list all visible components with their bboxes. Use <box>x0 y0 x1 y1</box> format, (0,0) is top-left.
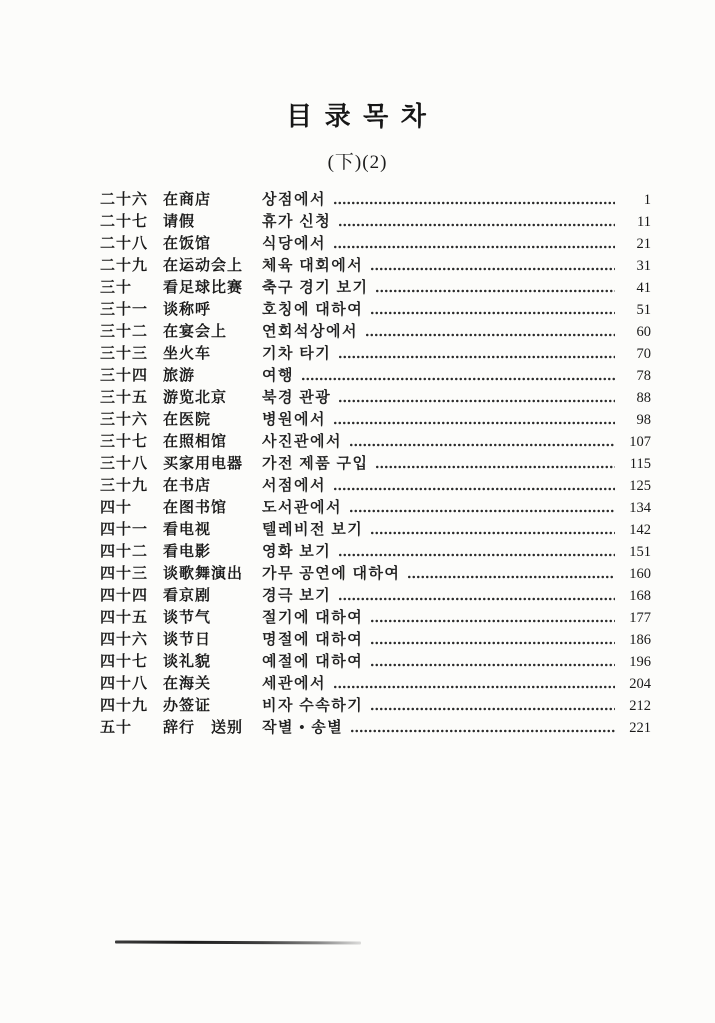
toc-row <box>100 321 651 343</box>
lesson-title-chinese: 谈节气 <box>163 610 212 626</box>
dot-leader <box>370 651 615 673</box>
page-number: 125 <box>629 478 651 494</box>
toc-row <box>100 695 651 717</box>
lesson-number: 四十三 <box>100 566 149 582</box>
toc-row <box>100 717 651 739</box>
lesson-title-chinese: 谈歌舞演出 <box>163 566 244 582</box>
dot-leader <box>333 189 615 211</box>
toc-row <box>100 497 651 519</box>
lesson-title-korean: 사진관에서 <box>262 434 342 450</box>
lesson-number: 三十五 <box>100 390 149 406</box>
lesson-title-korean: 연회석상에서 <box>262 324 358 340</box>
page-number: 115 <box>629 456 651 472</box>
lesson-number: 三十二 <box>100 324 149 340</box>
page-title: 目 录 목 차 <box>286 102 429 131</box>
lesson-title-korean: 작별 • 송별 <box>262 720 344 736</box>
lesson-title-korean: 호칭에 대하여 <box>262 302 364 318</box>
dot-leader <box>333 475 615 497</box>
page-number: 134 <box>629 500 651 516</box>
page-number: 177 <box>629 610 651 626</box>
lesson-title-korean: 예절에 대하여 <box>262 654 364 670</box>
scan-artifact-line <box>115 940 361 944</box>
lesson-title-chinese: 在书店 <box>163 478 212 494</box>
lesson-title-chinese: 旅游 <box>163 368 196 384</box>
page-number: 212 <box>629 698 651 714</box>
toc-row <box>100 299 651 321</box>
lesson-title-korean: 병원에서 <box>262 412 326 428</box>
lesson-number: 三十六 <box>100 412 149 428</box>
dot-leader <box>365 321 615 343</box>
toc-row <box>100 277 651 299</box>
lesson-number: 二十六 <box>100 192 149 208</box>
toc-row <box>100 629 651 651</box>
dot-leader <box>375 453 615 475</box>
lesson-title-chinese: 请假 <box>163 214 196 230</box>
page-number: 142 <box>629 522 651 538</box>
lesson-number: 三十一 <box>100 302 149 318</box>
lesson-title-chinese: 在医院 <box>163 412 212 428</box>
lesson-number: 四十一 <box>100 522 149 538</box>
lesson-number: 四十八 <box>100 676 149 692</box>
dot-leader <box>350 717 615 739</box>
toc-row <box>100 519 651 541</box>
toc-row <box>100 475 651 497</box>
lesson-number: 三十八 <box>100 456 149 472</box>
page-number: 98 <box>636 412 651 428</box>
lesson-title-korean: 가무 공연에 대하여 <box>262 566 401 582</box>
page-number: 70 <box>636 346 651 362</box>
lesson-title-korean: 기차 타기 <box>262 346 332 362</box>
lesson-title-chinese: 在照相馆 <box>163 434 228 450</box>
page-number: 107 <box>629 434 651 450</box>
lesson-number: 三十四 <box>100 368 149 384</box>
lesson-title-korean: 경극 보기 <box>262 588 332 604</box>
lesson-title-chinese: 辞行 送别 <box>163 720 244 736</box>
dot-leader <box>370 255 615 277</box>
page-number: 41 <box>636 280 651 296</box>
page-number: 196 <box>629 654 651 670</box>
dot-leader <box>349 497 615 519</box>
lesson-title-korean: 세관에서 <box>262 676 326 692</box>
lesson-title-korean: 텔레비전 보기 <box>262 522 364 538</box>
page-number: 168 <box>629 588 651 604</box>
lesson-number: 二十八 <box>100 236 149 252</box>
lesson-number: 五十 <box>100 720 133 736</box>
lesson-title-korean: 절기에 대하여 <box>262 610 364 626</box>
lesson-title-chinese: 谈节日 <box>163 632 212 648</box>
lesson-number: 四十四 <box>100 588 149 604</box>
toc-row <box>100 211 651 233</box>
toc-row <box>100 431 651 453</box>
lesson-number: 四十七 <box>100 654 149 670</box>
lesson-number: 四十 <box>100 500 133 516</box>
page-number: 1 <box>643 192 651 208</box>
lesson-number: 四十二 <box>100 544 149 560</box>
lesson-title-korean: 비자 수속하기 <box>262 698 364 714</box>
lesson-title-korean: 체육 대회에서 <box>262 258 364 274</box>
page-number: 11 <box>637 214 651 230</box>
dot-leader <box>338 585 615 607</box>
lesson-number: 三十七 <box>100 434 149 450</box>
lesson-title-chinese: 在图书馆 <box>163 500 228 516</box>
page-number: 88 <box>636 390 651 406</box>
page-number: 204 <box>629 676 651 692</box>
lesson-title-korean: 가전 제품 구입 <box>262 456 369 472</box>
toc-row <box>100 541 651 563</box>
toc-row <box>100 409 651 431</box>
dot-leader <box>370 607 615 629</box>
toc-row <box>100 673 651 695</box>
toc-row <box>100 387 651 409</box>
dot-leader <box>370 519 615 541</box>
lesson-title-korean: 축구 경기 보기 <box>262 280 369 296</box>
lesson-title-chinese: 看电影 <box>163 544 212 560</box>
lesson-title-chinese: 在宴会上 <box>163 324 228 340</box>
page-number: 186 <box>629 632 651 648</box>
toc-row <box>100 585 651 607</box>
page-number: 78 <box>636 368 651 384</box>
lesson-number: 四十五 <box>100 610 149 626</box>
lesson-title-chinese: 买家用电器 <box>163 456 244 472</box>
page-number: 221 <box>629 720 651 736</box>
lesson-title-chinese: 看电视 <box>163 522 212 538</box>
page-number: 151 <box>629 544 651 560</box>
lesson-number: 三十三 <box>100 346 149 362</box>
lesson-number: 四十六 <box>100 632 149 648</box>
lesson-title-chinese: 坐火车 <box>163 346 212 362</box>
page-number: 21 <box>636 236 651 252</box>
dot-leader <box>338 211 615 233</box>
dot-leader <box>333 409 615 431</box>
lesson-title-korean: 서점에서 <box>262 478 326 494</box>
lesson-title-chinese: 看京剧 <box>163 588 212 604</box>
lesson-title-korean: 여행 <box>262 368 294 384</box>
page-number: 51 <box>636 302 651 318</box>
toc-row <box>100 651 651 673</box>
dot-leader <box>370 629 615 651</box>
dot-leader <box>333 673 615 695</box>
page-subtitle: (下)(2) <box>327 152 388 173</box>
toc-row <box>100 255 651 277</box>
lesson-title-chinese: 办签证 <box>163 698 212 714</box>
dot-leader <box>338 541 615 563</box>
dot-leader <box>338 387 615 409</box>
lesson-title-chinese: 看足球比赛 <box>163 280 244 296</box>
toc-row <box>100 453 651 475</box>
page-number: 160 <box>629 566 651 582</box>
dot-leader <box>301 365 615 387</box>
dot-leader <box>338 343 615 365</box>
page-number: 31 <box>636 258 651 274</box>
lesson-title-chinese: 谈礼貌 <box>163 654 212 670</box>
lesson-title-chinese: 在海关 <box>163 676 212 692</box>
lesson-number: 二十七 <box>100 214 149 230</box>
page-number: 60 <box>636 324 651 340</box>
lesson-title-chinese: 在饭馆 <box>163 236 212 252</box>
lesson-title-korean: 도서관에서 <box>262 500 342 516</box>
toc-row <box>100 343 651 365</box>
lesson-number: 四十九 <box>100 698 149 714</box>
lesson-title-chinese: 在商店 <box>163 192 212 208</box>
lesson-title-korean: 영화 보기 <box>262 544 332 560</box>
lesson-number: 三十 <box>100 280 133 296</box>
lesson-number: 三十九 <box>100 478 149 494</box>
toc-row <box>100 233 651 255</box>
lesson-title-chinese: 游览北京 <box>163 390 228 406</box>
dot-leader <box>370 695 615 717</box>
lesson-title-korean: 상점에서 <box>262 192 326 208</box>
dot-leader <box>370 299 615 321</box>
lesson-number: 二十九 <box>100 258 149 274</box>
dot-leader <box>333 233 615 255</box>
dot-leader <box>407 563 615 585</box>
lesson-title-chinese: 在运动会上 <box>163 258 244 274</box>
lesson-title-korean: 식당에서 <box>262 236 326 252</box>
toc-row <box>100 607 651 629</box>
toc-row <box>100 563 651 585</box>
lesson-title-korean: 명절에 대하여 <box>262 632 364 648</box>
lesson-title-korean: 북경 관광 <box>262 390 332 406</box>
toc-list <box>100 189 651 739</box>
toc-row <box>100 189 651 211</box>
lesson-title-korean: 휴가 신청 <box>262 214 332 230</box>
dot-leader <box>349 431 615 453</box>
toc-row <box>100 365 651 387</box>
dot-leader <box>375 277 615 299</box>
lesson-title-chinese: 谈称呼 <box>163 302 212 318</box>
